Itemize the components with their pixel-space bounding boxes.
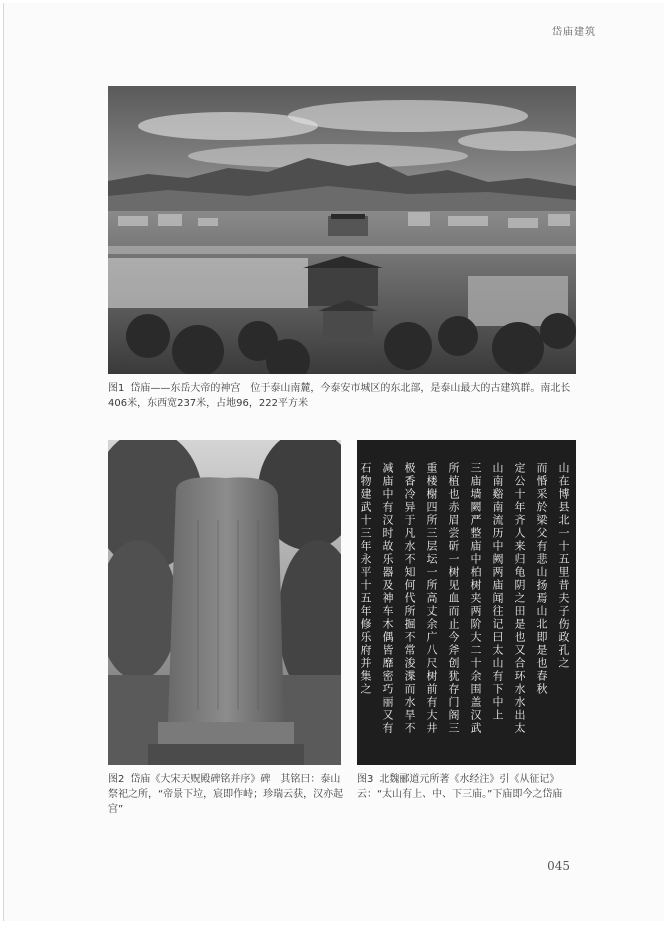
inscription-column: 所植也赤眉尝斫一树见血而止今斧创犹存门阁三 xyxy=(447,462,460,735)
inscription-column: 重楼榭四所三层坛一所高丈余广八尺树前有大井 xyxy=(425,462,438,735)
inscription-column: 而惛采於梁父有悲山扬焉山北即是也春秋 xyxy=(535,462,548,696)
inscription-column: 石物建武十三年永平十五年修乐府并集之 xyxy=(359,462,372,696)
inscription-column: 山南谿南流历中阙两庙闻往记曰太山有下中上 xyxy=(491,462,504,722)
page xyxy=(3,3,664,921)
inscription-column: 定公十年齐人来归龟阴之田是也又合环水水出太 xyxy=(513,462,526,735)
running-header: 岱庙建筑 xyxy=(552,27,596,38)
figure2-label: 图2 xyxy=(108,774,125,785)
inscription-column: 极香冷异于凡水不知何代所掘不常浚渫而水旱不 xyxy=(403,462,416,735)
figure1-caption xyxy=(108,381,578,411)
figure3-label: 图3 xyxy=(357,774,374,785)
figure3-caption-text: 北魏郦道元所著《水经注》引《从征记》云：“太山有上、中、下三庙。”下庙即今之岱庙 xyxy=(357,774,563,800)
stele-photo-image xyxy=(108,440,341,765)
photo-inscription-rubbing xyxy=(357,440,576,765)
page-number: 045 xyxy=(547,859,570,873)
photo-dai-temple-aerial xyxy=(108,86,576,374)
inscription-column: 三庙墙闕严整庙中柏树夹两阶大二十余围盖汉武 xyxy=(469,462,482,735)
figure2-caption-text: 岱庙《大宋天贶殿碑铭并序》碑 其铭曰：泰山祭祀之所，“帝景下垃，宸即作峙；珍瑞云获，汉亦起宫” xyxy=(108,774,344,815)
figure1-label: 图1 xyxy=(108,383,125,394)
figure1-caption-text: 岱庙——东岳大帝的神宫 位于泰山南麓，今泰安市城区的东北部，是泰山最大的古建筑群。南北长406米，东西宽237米，占地96，222平方米 xyxy=(108,383,571,409)
inscription-column: 山在博县北一十五里昔夫子伤政孔之 xyxy=(557,462,570,670)
aerial-photo-image xyxy=(108,86,576,374)
figure2-caption xyxy=(108,772,348,817)
photo-stele xyxy=(108,440,341,765)
inscription-column: 减庙中有汉时故乐器及神车木偶皆靡密巧丽又有 xyxy=(381,462,394,735)
figure3-caption xyxy=(357,772,577,802)
